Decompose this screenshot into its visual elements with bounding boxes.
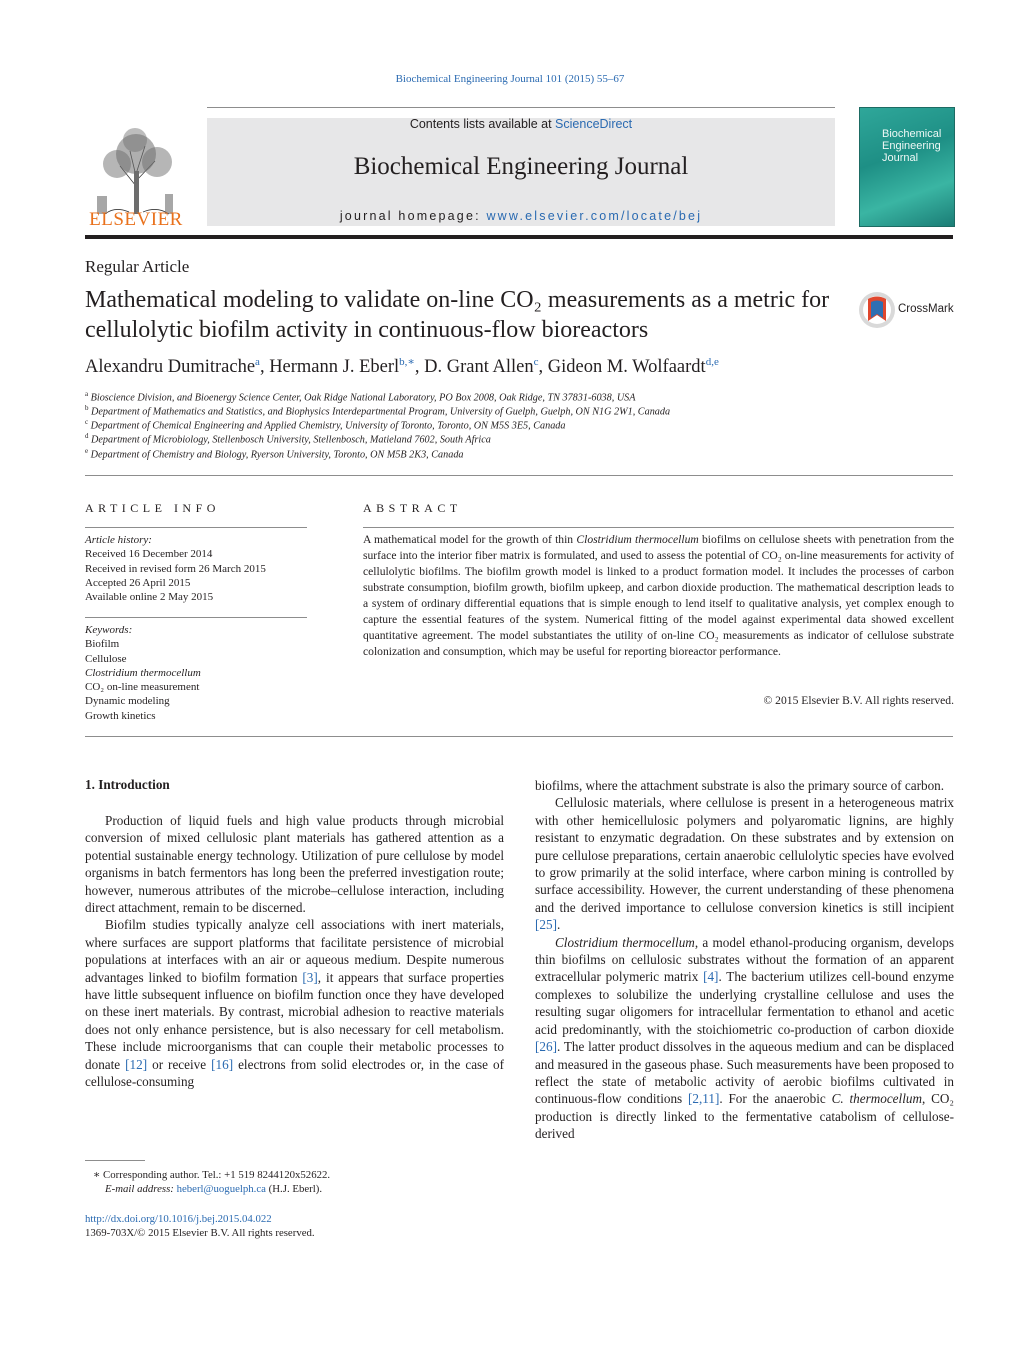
keyword: Dynamic modeling bbox=[85, 695, 170, 708]
keyword: Cellulose bbox=[85, 652, 127, 665]
footnote-rule bbox=[85, 1160, 145, 1161]
crossmark-label[interactable]: CrossMark bbox=[898, 303, 954, 315]
article-title: Mathematical modeling to validate on-line CO₂ measurements as a metric for cellulolytic biofilm activity in continuous-flow bioreactors bbox=[85, 287, 830, 343]
citation-ref[interactable]: [12] bbox=[125, 1056, 148, 1072]
elsevier-wordmark: ELSEVIER bbox=[89, 209, 183, 230]
article-info-heading: ARTICLE INFO bbox=[85, 501, 220, 515]
author-name[interactable]: Hermann J. Eberl bbox=[269, 357, 400, 378]
journal-cover-thumbnail[interactable] bbox=[859, 107, 955, 227]
author-affil-ref[interactable]: a bbox=[255, 356, 260, 368]
affiliation: $^e$ Department of Chemistry and Biology, Ryerson University, Toronto, ON M5B 2K3, Canada bbox=[85, 447, 464, 461]
history-item: Received in revised form 26 March 2015 bbox=[85, 562, 266, 575]
article-info-rule bbox=[85, 527, 307, 528]
contents-line: Contents lists available at ScienceDirect bbox=[409, 117, 633, 131]
paragraph: Biofilm studies typically analyze cell associations with inert materials, where surfaces are support platforms that facilitate persistence of microbial populations at interfaces with an air or aqueous medium. Despite numerous advantages linked to biofilm formation [3], it appears that surface properties have little subsequent influence on biofilm function once they have developed on these inert materials. By contrast, microbial adhesion to reactive materials does not only enhance persistence, but is also necessary for cell metabolism. These include microorganisms that can couple their metabolic processes to donate [12] or receive [16] electrons from solid electrodes or, in the case of cellulose-consuming bbox=[85, 917, 504, 1090]
introduction-heading: 1. Introduction bbox=[85, 777, 170, 792]
issn-copyright: 1369-703X/© 2015 Elsevier B.V. All rights reserved. bbox=[85, 1227, 315, 1239]
author-affil-ref[interactable]: d,e bbox=[705, 356, 719, 368]
corresponding-author-note: ∗ Corresponding author. Tel.: +1 519 8244120x52622. bbox=[93, 1169, 331, 1181]
citation-ref[interactable]: [2,11] bbox=[688, 1091, 720, 1107]
homepage-link[interactable]: www.elsevier.com/locate/bej bbox=[486, 209, 703, 223]
keyword: Clostridium thermocellum bbox=[85, 666, 201, 679]
paragraph: Production of liquid fuels and high value products through microbial conversion of mixed cellulosic plant materials has gathered attention as a potential sustainable energy technology. Utilization of pure cellulose by model organisms in batch fermentors has long been the preferred investigation route; however, numerous attributes of the microbe–cellulose interaction, including direct attachment, remain to be discerned. bbox=[85, 813, 504, 916]
paragraph: biofilms, where the attachment substrate is also the primary source of carbon. bbox=[535, 778, 945, 793]
paragraph: Cellulosic materials, where cellulose is present in a heterogeneous matrix with other hemicellulosic polymers and polyaromatic lignins, are highly resistant to enzymatic degradation. On these substrates and by extension on pure cellulose preparations, certain anaerobic cellulolytic species have evolved to grow primarily at the solid interface, where carbon mining is controlled by surface accessibility. However, the current understanding of these phenomena and the derived importance to cellulose conversion kinetics is still incipient [25]. bbox=[535, 795, 954, 933]
sciencedirect-link[interactable]: ScienceDirect bbox=[555, 117, 633, 131]
left-column bbox=[85, 812, 504, 1091]
abstract-heading: ABSTRACT bbox=[363, 501, 462, 515]
author-name[interactable]: Gideon M. Wolfaardt bbox=[547, 357, 706, 378]
affiliation: $^a$ Bioscience Division, and Bioenergy Science Center, Oak Ridge National Laboratory, PO Box 2008, Oak Ridge, TN 37831-6038, USA bbox=[85, 390, 636, 404]
journal-homepage: journal homepage: www.elsevier.com/locate/bej bbox=[339, 209, 703, 223]
citation-ref[interactable]: [4] bbox=[703, 969, 719, 985]
cover-title: Biochemical Engineering Journal bbox=[882, 128, 942, 164]
article-history: Article history: Received 16 December 2014 Received in revised form 26 March 2015 Accepted 26 April 2015 Available online 2 May 2015 bbox=[85, 533, 307, 604]
header-rule bbox=[207, 107, 835, 108]
affiliation: $^c$ Department of Chemical Engineering and Applied Chemistry, University of Toronto, Toronto, ON M5S 3E5, Canada bbox=[85, 418, 566, 432]
author-affil-ref[interactable]: b,∗ bbox=[399, 356, 415, 368]
citation-ref[interactable]: [25] bbox=[535, 917, 557, 933]
author-list: Alexandru Dumitrache$^a$, Hermann J. Eberl$^{b,∗}$, D. Grant Allen$^c$, Gideon M. Wolfaardt$^{d,e}$ bbox=[85, 356, 719, 378]
keyword: Biofilm bbox=[85, 638, 120, 651]
article-type: Regular Article bbox=[85, 257, 190, 276]
abstract-copyright: © 2015 Elsevier B.V. All rights reserved. bbox=[763, 694, 954, 707]
affiliations-rule bbox=[85, 475, 953, 476]
keyword: Growth kinetics bbox=[85, 709, 156, 722]
journal-name: Biochemical Engineering Journal bbox=[353, 153, 689, 180]
doi-link[interactable]: http://dx.doi.org/10.1016/j.bej.2015.04.022 bbox=[85, 1213, 272, 1225]
abstract-rule bbox=[363, 527, 954, 528]
right-column bbox=[535, 777, 954, 1143]
history-item: Available online 2 May 2015 bbox=[85, 591, 214, 604]
abstract-end-rule bbox=[85, 736, 953, 737]
keywords-rule bbox=[85, 617, 307, 618]
citation-ref[interactable]: [3] bbox=[302, 969, 318, 985]
author-name[interactable]: Alexandru Dumitrache bbox=[85, 357, 256, 378]
citation-ref[interactable]: [16] bbox=[211, 1056, 234, 1072]
history-item: Accepted 26 April 2015 bbox=[85, 576, 191, 589]
email-note: E-mail address: heberl@uoguelph.ca (H.J. Eberl). bbox=[105, 1183, 323, 1195]
keyword: CO₂ on-line measurement bbox=[85, 681, 200, 694]
paragraph: Clostridium thermocellum, a model ethanol-producing organism, develops thin biofilms on cellulosic substrates without the formation of an apparent extracellular polymeric matrix [4]. The bacterium utilizes cell-bound enzyme complexes to solubilize the underlying crystalline cellulose and uses the resulting sugar oligomers for intracellular fermentation to ethanol and acetic acid predominantly, with the stoichiometric co-production of carbon dioxide [26]. The latter product dissolves in the aqueous medium and can be displaced and measured in the gaseous phase. Such measurements have been proposed to reflect the state of metabolic activity of aerobic biofilms cultivated in continuous-flow conditions [2,11]. For the anaerobic C. thermocellum, CO₂ production is directly linked to the fermentative catabolism of cellulose-derived bbox=[535, 934, 955, 1142]
history-item: Received 16 December 2014 bbox=[85, 548, 213, 561]
keywords: Keywords: Biofilm Cellulose Clostridium thermocellum CO₂ on-line measurement Dynamic modeling Growth kinetics bbox=[85, 623, 307, 723]
author-name[interactable]: D. Grant Allen bbox=[424, 357, 534, 378]
email-link[interactable]: heberl@uoguelph.ca bbox=[176, 1183, 266, 1195]
affiliation: $^d$ Department of Microbiology, Stellenbosch University, Stellenbosch, Matieland 7602, South Africa bbox=[85, 432, 491, 446]
journal-citation[interactable]: Biochemical Engineering Journal 101 (2015) 55–67 bbox=[395, 73, 625, 85]
affiliation: $^b$ Department of Mathematics and Statistics, and Biophysics Interdepartmental Program, University of Guelph, Guelph, ON N1G 2W1, Canada bbox=[85, 404, 671, 418]
author-affil-ref[interactable]: c bbox=[533, 356, 539, 368]
citation-ref[interactable]: [26] bbox=[535, 1039, 557, 1055]
header-thick-rule bbox=[85, 235, 953, 239]
abstract-body: A mathematical model for the growth of thin Clostridium thermocellum biofilms on cellulose sheets with penetration from the surface into the interior fiber matrix is formulated, and used to assess the potential of CO₂ on-line measurements for activity of cellulolytic biofilms. The biofilm growth model is linked to a product formation model. It includes the processes of carbon substrate consumption, biofilm growth, biofilm upkeep, and carbon dioxide production. The mathematical description leads to a system of ordinary differential equations that is simple enough to lend itself to qualitative analysis, yet complex enough to capture the essential features of the system. Numerical fitting of the model against experimental data showed excellent quantitative agreement. The model substantiates the utility of on-line CO₂ measurements as indicator of cellulose substrate colonization and consumption, which may be useful for reporting bioreactor performance. bbox=[363, 533, 954, 658]
